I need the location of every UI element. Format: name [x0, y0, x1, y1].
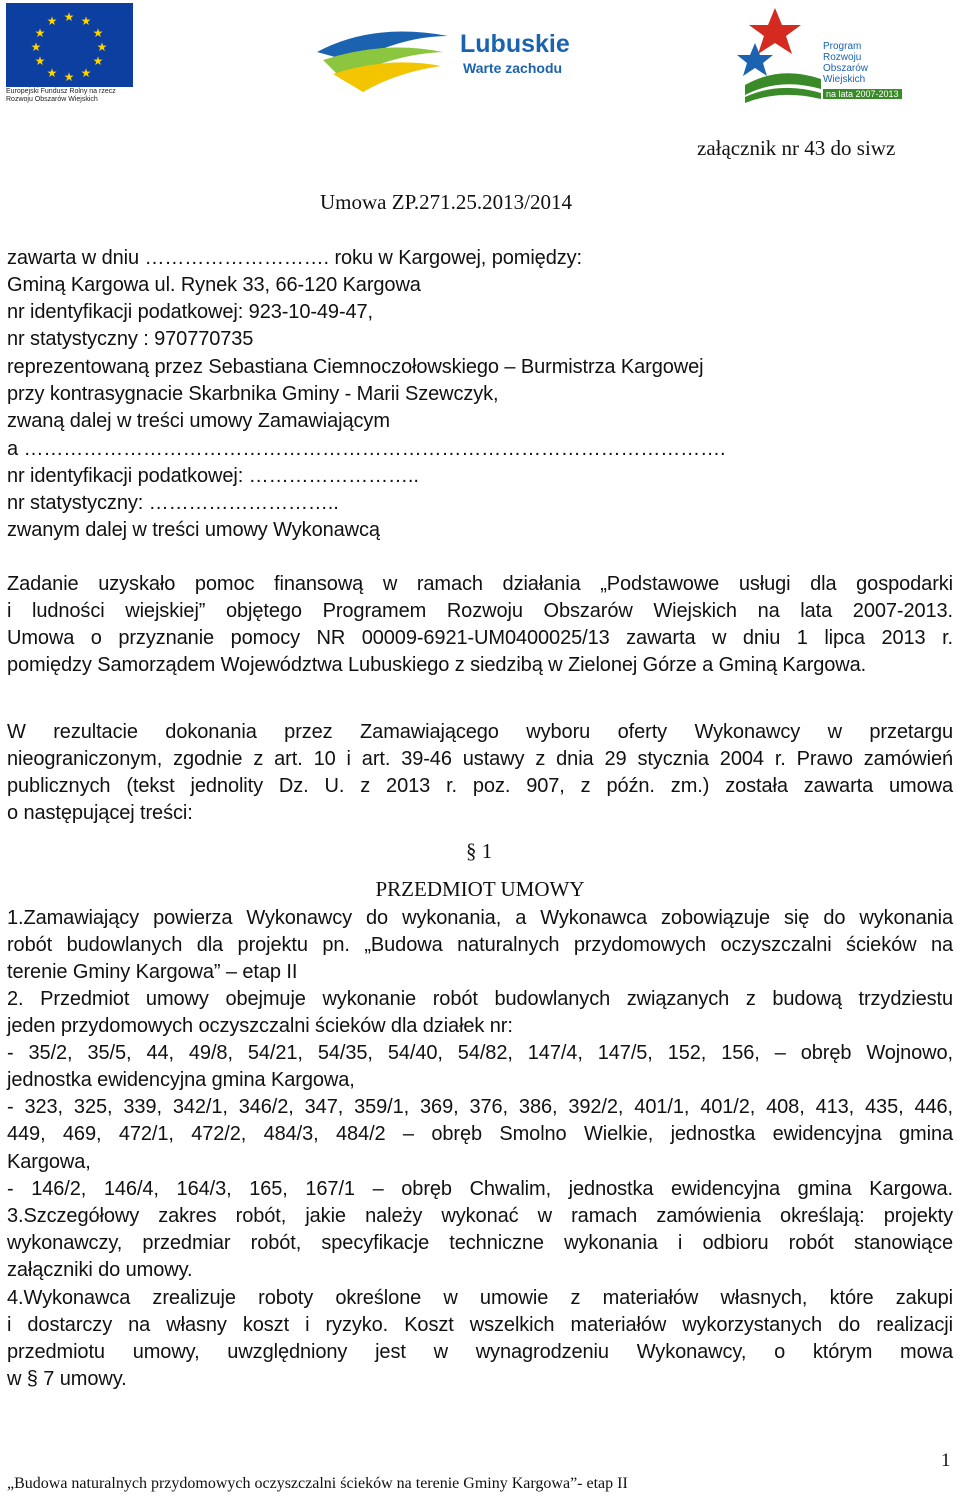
svg-text:★: ★ — [34, 26, 46, 40]
paragraph-line: - 323, 325, 339, 342/1, 346/2, 347, 359/1, 369, 376, 386, 392/2, 401/1, 401/2, 408, 413, 435, 446, — [7, 1096, 953, 1118]
lubuskie-name: Lubuskie — [460, 30, 570, 58]
paragraph-line: pomiędzy Samorządem Województwa Lubuskiego z siedzibą w Zielonej Górze a Gminą Kargowa. — [7, 654, 867, 676]
svg-text:★: ★ — [63, 10, 75, 24]
prow-logo — [735, 3, 910, 103]
svg-text:★: ★ — [30, 40, 42, 54]
svg-text:★: ★ — [46, 14, 58, 28]
eu-logo — [6, 3, 133, 105]
party-line: nr identyfikacji podatkowej: 923-10-49-47, — [7, 301, 374, 323]
paragraph-line: 4.Wykonawca zrealizuje roboty określone w umowie z materiałów własnych, które zakupi — [7, 1287, 953, 1309]
paragraph-line: 3.Szczegółowy zakres robót, jakie należy wykonać w ramach zamówienia określają: projekty — [7, 1205, 953, 1227]
paragraph-line: terenie Gminy Kargowa” – etap II — [7, 961, 298, 983]
paragraph-line: w § 7 umowy. — [7, 1368, 127, 1390]
section-heading: PRZEDMIOT UMOWY — [375, 877, 585, 901]
svg-text:★: ★ — [80, 66, 92, 80]
prow-title: Program Rozwoju Obszarów Wiejskich — [823, 41, 869, 85]
svg-text:★: ★ — [34, 54, 46, 68]
paragraph-line: jeden przydomowych oczyszczalni ścieków dla działek nr: — [7, 1015, 513, 1037]
party-line: nr statystyczny : 970770735 — [7, 328, 254, 350]
party-line: a ……………………………………………………………………………………………. — [7, 438, 726, 460]
svg-text:★: ★ — [92, 26, 104, 40]
paragraph-line: - 146/2, 146/4, 164/3, 165, 167/1 – obręb Chwalim, jednostka ewidencyjna gmina Kargowa. — [7, 1178, 953, 1200]
party-line: reprezentowaną przez Sebastiana Ciemnoczołowskiego – Burmistrza Kargowej — [7, 356, 704, 378]
party-line: zwanym dalej w treści umowy Wykonawcą — [7, 519, 380, 541]
party-line: nr identyfikacji podatkowej: …………………….. — [7, 465, 419, 487]
attachment-label: załącznik nr 43 do siwz — [697, 136, 896, 160]
paragraph-line: jednostka ewidencyjna gmina Kargowa, — [7, 1069, 355, 1091]
contract-title: Umowa ZP.271.25.2013/2014 — [320, 190, 572, 214]
paragraph-line: Zadanie uzyskało pomoc finansową w ramach działania „Podstawowe usługi dla gospodarki — [7, 573, 953, 595]
party-line: przy kontrasygnacie Skarbnika Gminy - Marii Szewczyk, — [7, 383, 499, 405]
paragraph-line: i dostarczy na własny koszt i ryzyko. Koszt wszelkich materiałów wykorzystanych do realizacji — [7, 1314, 953, 1336]
paragraph-line: 1.Zamawiający powierza Wykonawcy do wykonania, a Wykonawca zobowiązuje się do wykonania — [7, 907, 953, 929]
svg-text:★: ★ — [80, 14, 92, 28]
svg-text:★: ★ — [96, 40, 108, 54]
paragraph-line: robót budowlanych dla projektu pn. „Budowa naturalnych przydomowych oczyszczalni ścieków na — [7, 934, 953, 956]
svg-text:★: ★ — [92, 54, 104, 68]
paragraph-line: i ludności wiejskiej” objętego Programem Rozwoju Obszarów Wiejskich na lata 2007-2013. — [7, 600, 953, 622]
paragraph-line: W rezultacie dokonania przez Zamawiającego wyboru oferty Wykonawcy w przetargu — [7, 721, 953, 743]
svg-text:★: ★ — [46, 66, 58, 80]
party-line: zwaną dalej w treści umowy Zamawiającym — [7, 410, 390, 432]
party-line: zawarta w dniu ………………………. roku w Kargowej, pomiędzy: — [7, 247, 582, 269]
lubuskie-wave-icon — [313, 22, 453, 97]
eu-flag-icon — [6, 3, 133, 87]
eu-caption: Europejski Fundusz Rolny na rzecz Rozwoju Obszarów Wiejskich — [6, 88, 116, 103]
lubuskie-tagline: Warte zachodu — [463, 60, 563, 76]
paragraph-line: wykonawczy, przedmiar robót, specyfikacje techniczne wykonania i odbioru robót stanowiące — [7, 1232, 953, 1254]
footer-text: „Budowa naturalnych przydomowych oczyszczalni ścieków na terenie Gminy Kargowa”- etap II — [7, 1475, 628, 1492]
paragraph-line: o następującej treści: — [7, 802, 193, 824]
party-line: Gminą Kargowa ul. Rynek 33, 66-120 Kargowa — [7, 274, 421, 296]
paragraph-line: - 35/2, 35/5, 44, 49/8, 54/21, 54/35, 54/40, 54/82, 147/4, 147/5, 152, 156, – obręb Wojnowo, — [7, 1042, 953, 1064]
paragraph-line: nieograniczonym, zgodnie z art. 10 i art. 39-46 ustawy z dnia 29 stycznia 2004 r. Prawo zamówień — [7, 748, 953, 770]
paragraph-line: publicznych (tekst jednolity Dz. U. z 2013 r. poz. 907, z późn. zm.) została zawarta umowa — [7, 775, 953, 797]
section-number: § 1 — [466, 839, 493, 863]
paragraph-line: załączniki do umowy. — [7, 1259, 193, 1281]
paragraph-line: przedmiotu umowy, uwzględniony jest w wynagrodzeniu Wykonawcy, o którym mowa — [7, 1341, 953, 1363]
prow-years: na lata 2007-2013 — [823, 89, 902, 99]
svg-text:★: ★ — [63, 70, 75, 84]
paragraph-line: Umowa o przyznanie pomocy NR 00009-6921-UM0400025/13 zawarta w dniu 1 lipca 2013 r. — [7, 627, 953, 649]
paragraph-line: 449, 469, 472/1, 472/2, 484/3, 484/2 – obręb Smolno Wielkie, jednostka ewidencyjna gmina — [7, 1123, 953, 1145]
paragraph-line: Kargowa, — [7, 1151, 91, 1173]
paragraph-line: 2. Przedmiot umowy obejmuje wykonanie robót budowlanych związanych z budową trzydziestu — [7, 988, 953, 1010]
prow-star-icon — [735, 3, 825, 103]
page-number: 1 — [941, 1450, 951, 1471]
party-line: nr statystyczny: ……………………….. — [7, 492, 339, 514]
lubuskie-logo — [313, 22, 575, 97]
